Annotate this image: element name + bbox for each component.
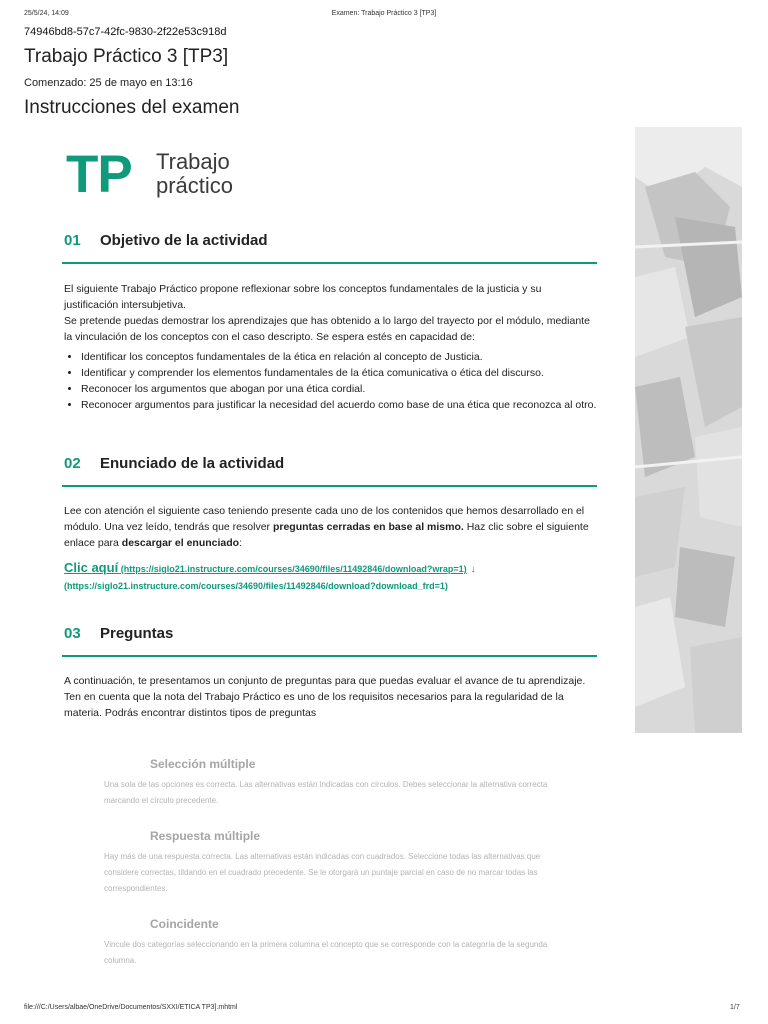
paragraph-line: El siguiente Trabajo Práctico propone reflexionar sobre los conceptos fundamentales de la justicia y su justificación intersubjetiva. bbox=[64, 283, 542, 311]
decorative-side-image bbox=[635, 127, 742, 733]
question-type-title: Coincidente bbox=[150, 917, 219, 931]
started-timestamp: Comenzado: 25 de mayo en 13:16 bbox=[24, 77, 193, 89]
print-title: Examen: Trabajo Práctico 3 [TP3] bbox=[331, 10, 437, 17]
section-paragraph: A continuación, te presentamos un conjunto de preguntas para que puedas evaluar el avance de tu aprendizaje. Ten en cuenta que la nota del Trabajo Práctico es uno de los requisitos necesarios para la regularidad de la materia. Podrás encontrar distintos tipos de preguntas bbox=[64, 675, 586, 719]
section-paragraph bbox=[64, 281, 598, 345]
section-paragraph bbox=[64, 503, 598, 551]
banner-line-1: Trabajo bbox=[156, 149, 230, 174]
question-type-desc: Una sola de las opciones es correcta. Las alternativas están indicadas con círculos. Debes seleccionar la alternativa correcta marcando el círculo precedente. bbox=[104, 780, 548, 805]
download-link[interactable] bbox=[64, 560, 467, 575]
section-title: Enunciado de la actividad bbox=[100, 455, 285, 472]
question-type-title: Respuesta múltiple bbox=[150, 829, 261, 843]
banner-abbr: TP bbox=[66, 145, 132, 204]
paragraph-bold: descargar el enunciado bbox=[121, 537, 240, 549]
download-link-url-2[interactable]: (https://siglo21.instructure.com/courses/34690/files/11492846/download?download_frd=1) bbox=[64, 581, 448, 591]
print-date: 25/5/24, 14:09 bbox=[24, 10, 69, 17]
footer-page-number: 1/7 bbox=[730, 1004, 740, 1011]
download-link-row bbox=[64, 560, 598, 575]
list-item: • Identificar y comprender los elementos fundamentales de la ética comunicativa o ética del discurso. bbox=[81, 365, 598, 381]
paragraph-text: Haz clic sobre el siguiente enlace para bbox=[64, 521, 589, 549]
section-divider bbox=[62, 262, 597, 264]
quiz-uuid: 74946bd8-57c7-42fc-9830-2f22e53c918d bbox=[24, 26, 227, 38]
tp-banner bbox=[62, 143, 362, 207]
download-icon[interactable]: ↓ bbox=[470, 564, 476, 575]
paragraph-line: Se pretende puedas demostrar los aprendizajes que has obtenido a lo largo del trayecto por el módulo, mediante la vinculación de los conceptos con el caso descripto. Se espera estés en capacidad de: bbox=[64, 315, 590, 343]
section-number: 02 bbox=[64, 455, 81, 472]
section-title: Objetivo de la actividad bbox=[100, 232, 268, 249]
section-number: 01 bbox=[64, 232, 81, 249]
page-title: Trabajo Práctico 3 [TP3] bbox=[24, 46, 229, 67]
question-type-title: Selección múltiple bbox=[150, 757, 256, 771]
abstract-architecture-image bbox=[635, 127, 742, 733]
list-item: • Reconocer los argumentos que abogan por una ética cordial. bbox=[81, 381, 598, 397]
download-link-url: (https://siglo21.instructure.com/courses/34690/files/11492846/download?wrap=1) bbox=[120, 564, 467, 574]
banner-line-2: práctico bbox=[156, 173, 234, 198]
section-divider bbox=[62, 485, 597, 487]
instructions-heading: Instrucciones del examen bbox=[24, 97, 240, 118]
question-type-desc: Hay más de una respuesta correcta. Las alternativas están indicadas con cuadrados. Seleccione todas las alternativas que considere correctas, tildando en el cuadrado precedente. Se le otorgará un puntaje parcial en caso de no marcar todas las correspondientes. bbox=[104, 852, 541, 893]
section-number: 03 bbox=[64, 625, 81, 642]
list-item: • Identificar los conceptos fundamentales de la ética en relación al concepto de Justicia. bbox=[81, 349, 598, 365]
question-type-desc: Vincule dos categorías seleccionando en la primera columna el concepto que se corresponde con la categoría de la segunda columna. bbox=[104, 940, 548, 965]
paragraph-text: Lee con atención el siguiente caso teniendo presente cada uno de los contenidos que hemos desarrollado en el módulo. Una vez leído, tendrás que resolver bbox=[64, 505, 585, 533]
paragraph-bold: preguntas cerradas en base al mismo. bbox=[272, 521, 464, 533]
section-divider bbox=[62, 655, 597, 657]
footer-file-path: file:///C:/Users/albae/OneDrive/Documentos/SXXI/ETICA TP3].mhtml bbox=[24, 1004, 238, 1011]
list-item: • Reconocer argumentos para justificar la necesidad del acuerdo como base de una ética que reconozca al otro. bbox=[81, 397, 598, 413]
objectives-list bbox=[64, 349, 598, 413]
section-title: Preguntas bbox=[100, 625, 174, 642]
paragraph-text: : bbox=[239, 537, 243, 549]
download-link-label: Clic aquí bbox=[64, 560, 119, 575]
